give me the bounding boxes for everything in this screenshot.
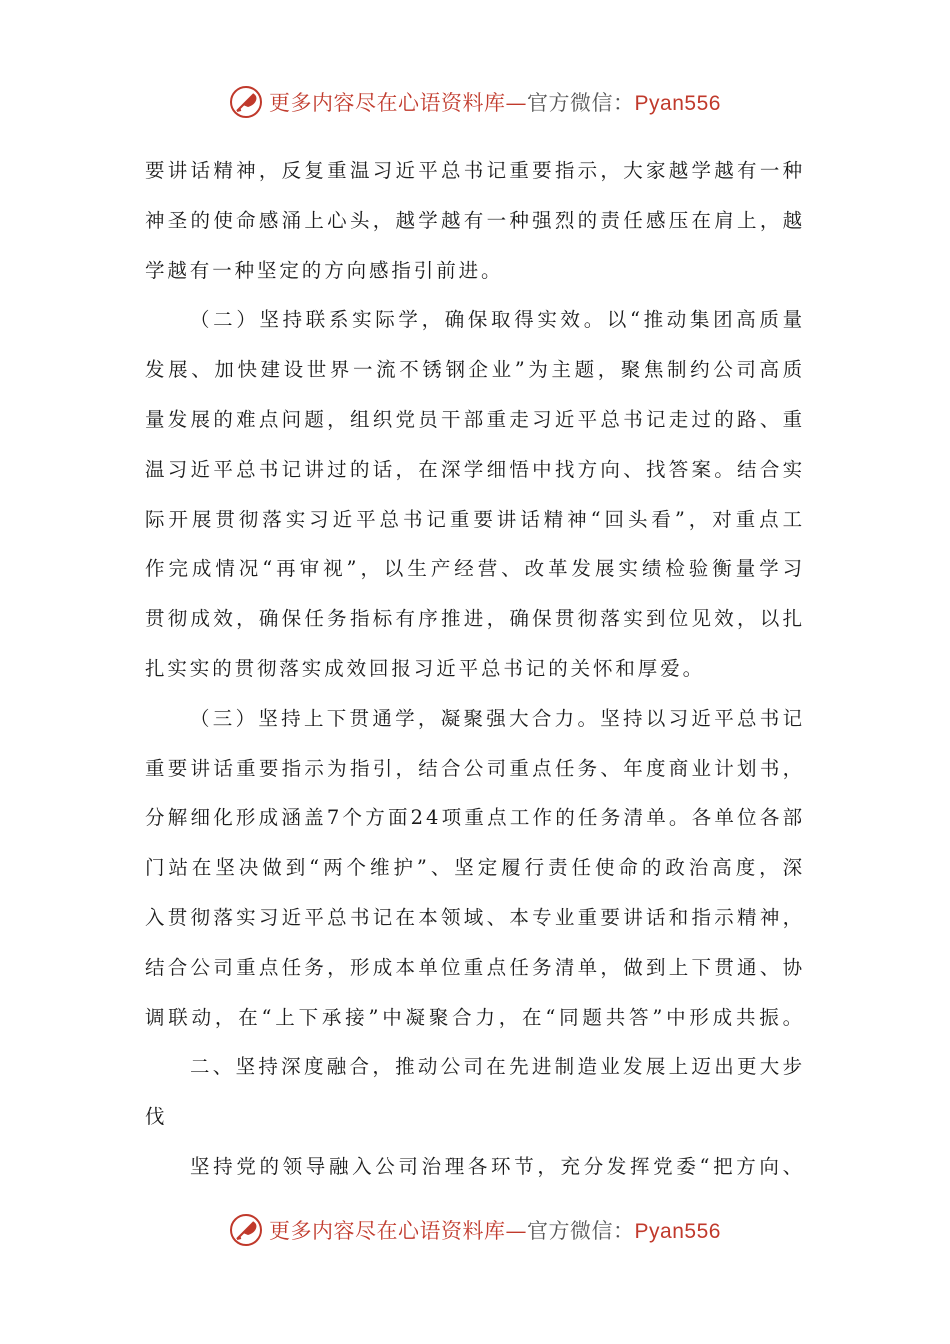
watermark-site-text: 更多内容尽在心语资料库 — [269, 1219, 506, 1243]
text-line: （二）坚持联系实际学，确保取得实效。以“推动集团高质量 — [190, 308, 805, 332]
text-line: 结合公司重点任务，形成本单位重点任务清单，做到上下贯通、协 — [145, 955, 805, 979]
text-line: 重要讲话重要指示为指引，结合公司重点任务、年度商业计划书， — [145, 756, 805, 780]
document-body — [145, 146, 805, 1192]
text-line: 贯彻成效，确保任务指标有序推进，确保贯彻落实到位见效，以扎 — [145, 607, 805, 631]
watermark-wechat-id: Pyan556 — [634, 1220, 721, 1243]
watermark-dash: — — [505, 1219, 528, 1243]
text-line: 伐 — [145, 1105, 168, 1129]
text-line: 入贯彻落实习近平总书记在本领域、本专业重要讲话和指示精神， — [145, 905, 805, 929]
watermark-wechat-label: 官方微信： — [527, 91, 635, 115]
watermark-site-text: 更多内容尽在心语资料库 — [269, 91, 506, 115]
text-line: 量发展的难点问题，组织党员干部重走习近平总书记走过的路、重 — [145, 407, 805, 431]
text-line: 坚持党的领导融入公司治理各环节，充分发挥党委“把方向、 — [190, 1154, 805, 1178]
text-line: 要讲话精神，反复重温习近平总书记重要指示，大家越学越有一种 — [145, 159, 805, 182]
text-line: 二、坚持深度融合，推动公司在先进制造业发展上迈出更大步 — [190, 1055, 805, 1079]
watermark-text — [269, 87, 721, 117]
watermark-text — [269, 1215, 721, 1245]
header-watermark-inner — [229, 85, 721, 119]
text-line: （三）坚持上下贯通学，凝聚强大合力。坚持以习近平总书记 — [190, 706, 805, 730]
text-line: 神圣的使命感涌上心头，越学越有一种强烈的责任感压在肩上，越 — [145, 208, 805, 232]
text-line: 作完成情况“再审视”，以生产经营、改革发展实绩检验衡量学习 — [145, 557, 805, 581]
footer-watermark — [0, 1210, 950, 1250]
quill-logo-icon — [229, 85, 263, 119]
watermark-wechat-id: Pyan556 — [634, 92, 721, 115]
text-line: 温习近平总书记讲过的话，在深学细悟中找方向、找答案。结合实 — [145, 457, 805, 481]
text-line: 际开展贯彻落实习近平总书记重要讲话精神“回头看”，对重点工 — [145, 507, 805, 531]
watermark-wechat-label: 官方微信： — [527, 1219, 635, 1243]
text-line: 调联动，在“上下承接”中凝聚合力，在“同题共答”中形成共振。 — [145, 1005, 805, 1029]
text-line: 学越有一种坚定的方向感指引前进。 — [145, 258, 504, 282]
text-line: 扎实实的贯彻落实成效回报习近平总书记的关怀和厚爱。 — [145, 656, 706, 680]
text-line: 分解细化形成涵盖7个方面24项重点工作的任务清单。各单位各部 — [145, 806, 805, 830]
text-line: 发展、加快建设世界一流不锈钢企业”为主题，聚焦制约公司高质 — [145, 358, 805, 382]
text-line: 门站在坚决做到“两个维护”、坚定履行责任使命的政治高度，深 — [145, 856, 805, 880]
header-watermark — [0, 82, 950, 122]
footer-watermark-inner — [229, 1213, 721, 1247]
watermark-dash: — — [505, 91, 528, 115]
quill-logo-icon — [229, 1213, 263, 1247]
